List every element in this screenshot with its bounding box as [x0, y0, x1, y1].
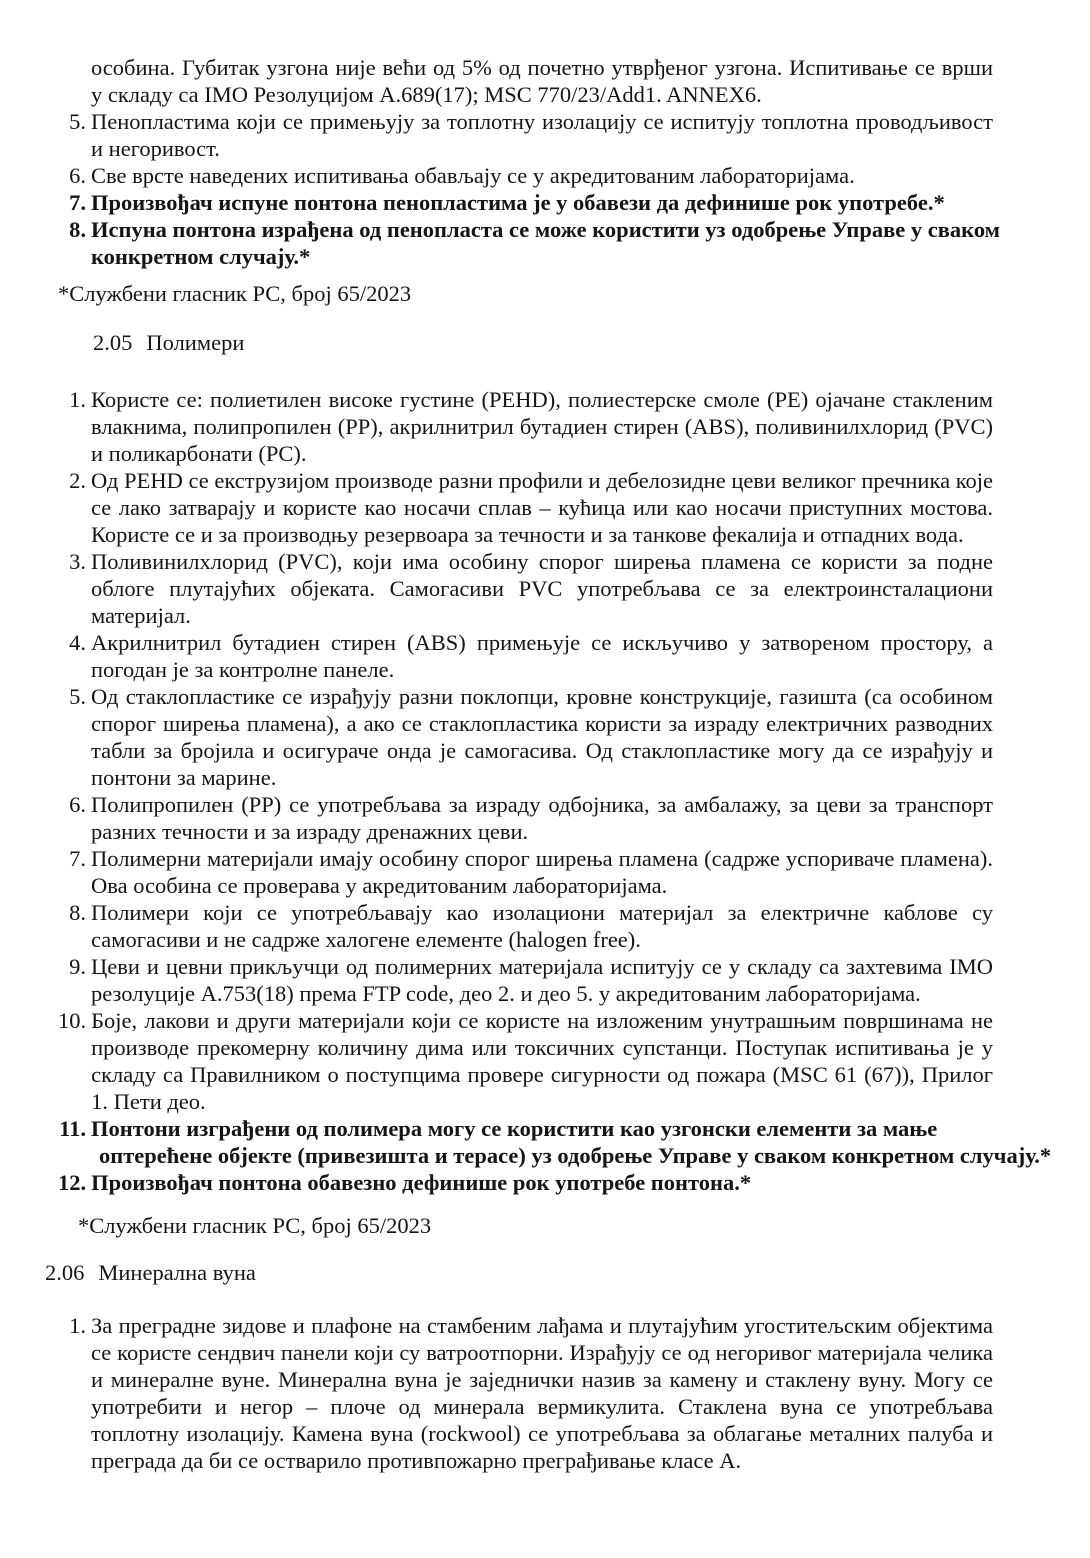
item-number: 1. [69, 387, 86, 412]
item-number: 2. [69, 468, 86, 493]
section-title: Полимери [146, 330, 245, 355]
item-text: Произвођач понтона обавезно дефинише рок употребе понтона.* [91, 1170, 752, 1195]
pontoon-foam-list [58, 108, 1000, 270]
list-item [58, 467, 993, 548]
polymers-list [58, 386, 1052, 1196]
item-text: Поливинилхлорид (PVC), који има особину спорог ширења пламена се користи за подне облоге плутајућих објеката. Самогасиви PVC употребљава се за електроинсталациони материјал. [91, 549, 993, 628]
item-number: 5. [69, 684, 86, 709]
list-item [58, 548, 993, 629]
item-number: 7. [69, 846, 86, 871]
item-number: 6. [69, 163, 86, 188]
list-item [58, 629, 993, 683]
item-text: Пенопластима који се примењују за топлотну изолацију се испитују топлотна проводљивост и негоривост. [91, 109, 993, 161]
item-text [91, 216, 1000, 270]
section-number: 2.06 [45, 1260, 85, 1285]
item-text: Акрилнитрил бутадиен стирен (ABS) примењује се искључиво у затвореном простору, а погодан је за контролне панеле. [91, 630, 993, 682]
item-text: Боје, лакови и други материјали који се користе на изложеним унутрашњим површинама не производе прекомерну количину дима или токсичних супстанци. Поступак испитивања је у складу са Правилником о поступцима провере сигурности од пожара (MSC 61 (67)), Прилог 1. Пети део. [91, 1008, 993, 1114]
item-number: 9. [69, 954, 86, 979]
item-number: 12. [58, 1170, 87, 1195]
item-text: Полимери који се употребљавају као изолациони материјал за електричне каблове су самогасиви и не садрже халогене елементе (halogen free). [91, 900, 993, 952]
section-number: 2.05 [93, 330, 133, 355]
item-text: Све врсте наведених испитивања обављају се у акредитованим лабораторијама. [91, 163, 855, 188]
item-text [91, 1115, 1051, 1169]
list-item-bold [58, 216, 1000, 270]
item-text-line: Понтони изграђени од полимера могу се користити као узгонски елементи за мање [91, 1116, 938, 1141]
item-number: 7. [69, 190, 86, 215]
section-title: Минерална вуна [98, 1260, 256, 1285]
list-item-bold [58, 189, 993, 216]
item-text: Од стаклопластике се израђују разни поклопци, кровне конструкције, газишта (са особином спорог ширења пламена), а ако се стаклопластика користи за израду електричних разводних табли за бројила и осигураче онда је самогасива. Од стаклопластике могу да се израђују и понтони за марине. [91, 684, 993, 790]
list-item [58, 162, 993, 189]
list-item [58, 791, 993, 845]
list-item-bold [58, 1115, 1052, 1169]
item-text: Полипропилен (PP) се употребљава за израду одбојника, за амбалажу, за цеви за транспорт разних течности и за израду дренажних цеви. [91, 792, 993, 844]
item-number: 10. [58, 1008, 87, 1033]
list-item [58, 683, 993, 791]
item-number: 11. [59, 1116, 86, 1141]
item-text-line: оптерећене објекте (привезишта и терасе) уз одобрење Управе у сваком конкретном случају.* [99, 1143, 1052, 1168]
item-number: 8. [69, 217, 86, 242]
item-number: 1. [69, 1313, 86, 1338]
list-item-bold [58, 1169, 993, 1196]
item-text: Цеви и цевни прикључци од полимерних материјала испитују се у складу са захтевима IMO резолуције A.753(18) према FTP code, део 2. и део 5. у акредитованим лабораторијама. [91, 954, 993, 1006]
list-item [58, 108, 993, 162]
item-number: 6. [69, 792, 86, 817]
item-text: Користе се: полиетилен високе густине (PEHD), полиестерске смоле (PE) ојачане стакленим влакнима, полипропилен (PP), акрилнитрил бутадиен стирен (ABS), поливинилхлорид (PVC) и поликарбонати (PC). [91, 387, 993, 466]
item-number: 4. [69, 630, 86, 655]
list-item [58, 845, 993, 899]
section-heading-mineral-wool [45, 1259, 993, 1286]
continuation-paragraph: особина. Губитак узгона није већи од 5% од почетно утврђеног узгона. Испитивање се врши у складу са IMO Резолуцијом A.689(17); MSC 770/23/Add1. ANNEX6. [91, 55, 993, 107]
item-text: Од PEHD се екструзијом производе разни профили и дебелозидне цеви великог пречника које се лако затварају и користе као носачи сплав – кућица или као носачи приступних мостова. Користе се и за производњу резервоара за течности и за танкове фекалија и отпадних вода. [91, 468, 993, 547]
item-text-line: конкретном случају.* [91, 244, 311, 269]
item-text: Произвођач испуне понтона пенопластима је у обавези да дефинише рок употребе.* [91, 190, 945, 215]
footnote-gazette-reference: *Службени гласник РС, број 65/2023 [58, 281, 412, 306]
item-number: 5. [69, 109, 86, 134]
item-text: Полимерни материјали имају особину спорог ширења пламена (садрже успориваче пламена). Ова особина се проверава у акредитованим лабораторијама. [91, 846, 993, 898]
item-text-line: Испуна понтона израђена од пенопласта се може користити уз одобрење Управе у сваком [91, 217, 1000, 242]
footnote-gazette-reference: *Службени гласник РС, број 65/2023 [78, 1213, 432, 1238]
list-item [58, 899, 993, 953]
item-text: За преградне зидове и плафоне на стамбеним лађама и плутајућим угоститељским објектима се користе сендвич панели који су ватроотпорни. Израђују се од негоривог материјала челика и минералне вуне. Минерална вуна је заједнички назив за камену и стаклену вуну. Могу се употребити и негор – плоче од минерала вермикулита. Стаклена вуна се употребљава топлотну изолацију. Камена вуна (rockwool) се употребљава за облагање металних палуба и преграда да би се остварило противпожарно преграђивање класе А. [91, 1313, 993, 1473]
mineral-wool-list [58, 1312, 993, 1474]
list-item [58, 1312, 993, 1474]
item-number: 8. [69, 900, 86, 925]
list-item [58, 953, 993, 1007]
list-item [58, 386, 993, 467]
list-item [58, 1007, 993, 1115]
section-heading-polymers [93, 329, 993, 356]
item-number: 3. [69, 549, 86, 574]
